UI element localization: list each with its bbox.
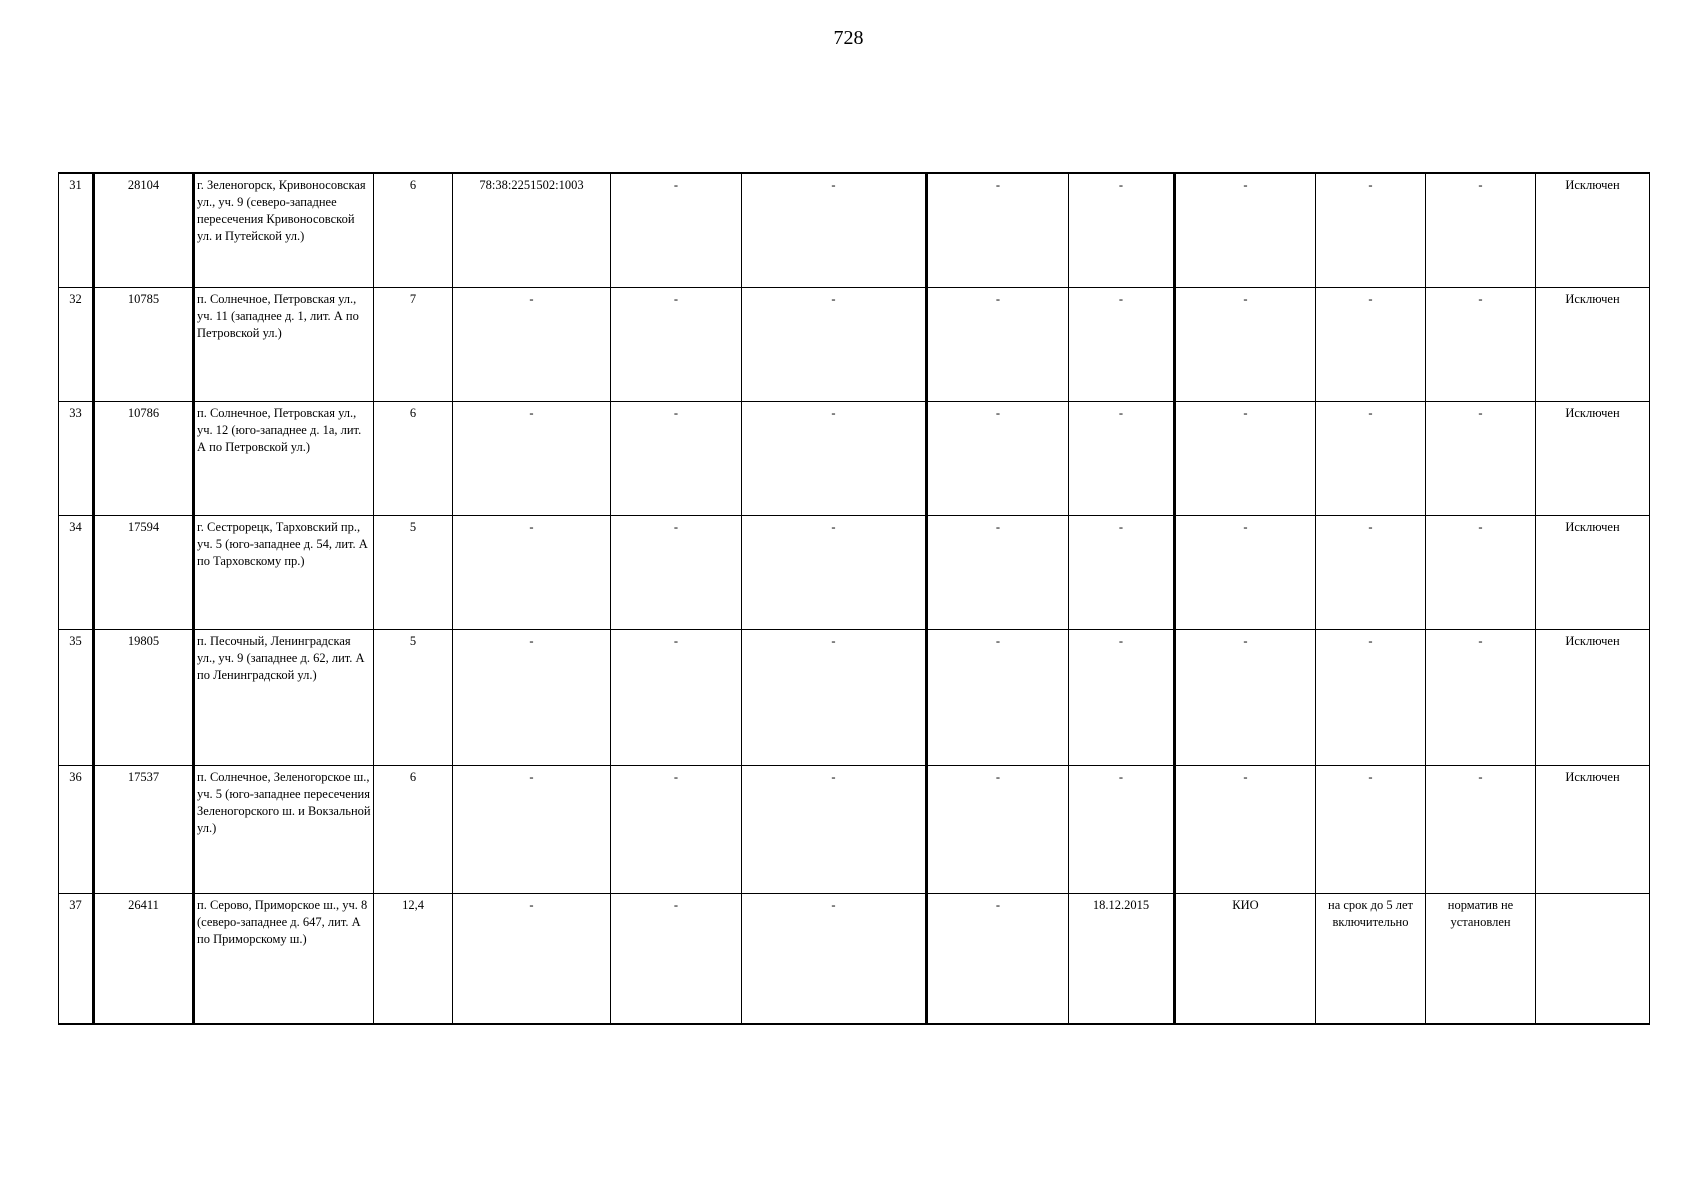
data-cell: - bbox=[742, 401, 927, 515]
data-cell: - bbox=[742, 515, 927, 629]
table-row bbox=[59, 893, 1650, 1024]
norm-cell: - bbox=[1426, 765, 1536, 893]
data-cell: - bbox=[742, 287, 927, 401]
norm-cell: норматив не установлен bbox=[1426, 893, 1536, 1024]
term-cell: - bbox=[1316, 287, 1426, 401]
cadastral-cell: - bbox=[453, 401, 611, 515]
registry-id: 10786 bbox=[94, 401, 194, 515]
data-cell: - bbox=[927, 765, 1069, 893]
area-cell: 6 bbox=[374, 765, 453, 893]
row-number: 35 bbox=[59, 629, 94, 765]
term-cell: - bbox=[1316, 765, 1426, 893]
cadastral-cell: 78:38:2251502:1003 bbox=[453, 173, 611, 287]
data-cell: - bbox=[927, 401, 1069, 515]
authority-cell: - bbox=[1175, 515, 1316, 629]
term-cell: - bbox=[1316, 401, 1426, 515]
registry-id: 17537 bbox=[94, 765, 194, 893]
address-cell: п. Солнечное, Петровская ул., уч. 12 (юго-западнее д. 1а, лит. А по Петровской ул.) bbox=[194, 401, 374, 515]
date-cell: - bbox=[1069, 173, 1175, 287]
area-cell: 6 bbox=[374, 401, 453, 515]
authority-cell: КИО bbox=[1175, 893, 1316, 1024]
area-cell: 12,4 bbox=[374, 893, 453, 1024]
data-cell: - bbox=[927, 893, 1069, 1024]
authority-cell: - bbox=[1175, 765, 1316, 893]
data-cell: - bbox=[611, 765, 742, 893]
date-cell: - bbox=[1069, 515, 1175, 629]
authority-cell: - bbox=[1175, 401, 1316, 515]
data-cell: - bbox=[927, 515, 1069, 629]
area-cell: 5 bbox=[374, 515, 453, 629]
data-cell: - bbox=[927, 629, 1069, 765]
registry-id: 10785 bbox=[94, 287, 194, 401]
table-row bbox=[59, 173, 1650, 287]
status-cell: Исключен bbox=[1536, 401, 1650, 515]
table-row bbox=[59, 401, 1650, 515]
data-cell: - bbox=[611, 401, 742, 515]
data-cell: - bbox=[927, 287, 1069, 401]
norm-cell: - bbox=[1426, 629, 1536, 765]
authority-cell: - bbox=[1175, 629, 1316, 765]
term-cell: на срок до 5 лет включительно bbox=[1316, 893, 1426, 1024]
registry-id: 17594 bbox=[94, 515, 194, 629]
address-cell: п. Серово, Приморское ш., уч. 8 (северо-западнее д. 647, лит. А по Приморскому ш.) bbox=[194, 893, 374, 1024]
status-cell: Исключен bbox=[1536, 287, 1650, 401]
row-number: 34 bbox=[59, 515, 94, 629]
term-cell: - bbox=[1316, 173, 1426, 287]
status-cell bbox=[1536, 893, 1650, 1024]
data-cell: - bbox=[927, 173, 1069, 287]
registry-table bbox=[58, 172, 1650, 1025]
status-cell: Исключен bbox=[1536, 629, 1650, 765]
cadastral-cell: - bbox=[453, 287, 611, 401]
address-cell: п. Солнечное, Зеленогорское ш., уч. 5 (юго-западнее пересечения Зеленогорского ш. и Вокзальной ул.) bbox=[194, 765, 374, 893]
registry-id: 19805 bbox=[94, 629, 194, 765]
status-cell: Исключен bbox=[1536, 515, 1650, 629]
data-cell: - bbox=[611, 173, 742, 287]
address-cell: п. Песочный, Ленинградская ул., уч. 9 (западнее д. 62, лит. А по Ленинградской ул.) bbox=[194, 629, 374, 765]
data-cell: - bbox=[742, 173, 927, 287]
table-row bbox=[59, 765, 1650, 893]
data-cell: - bbox=[611, 629, 742, 765]
data-cell: - bbox=[742, 629, 927, 765]
term-cell: - bbox=[1316, 629, 1426, 765]
cadastral-cell: - bbox=[453, 765, 611, 893]
table-row bbox=[59, 515, 1650, 629]
date-cell: - bbox=[1069, 287, 1175, 401]
row-number: 33 bbox=[59, 401, 94, 515]
row-number: 31 bbox=[59, 173, 94, 287]
date-cell: 18.12.2015 bbox=[1069, 893, 1175, 1024]
status-cell: Исключен bbox=[1536, 765, 1650, 893]
norm-cell: - bbox=[1426, 173, 1536, 287]
data-cell: - bbox=[742, 893, 927, 1024]
registry-id: 28104 bbox=[94, 173, 194, 287]
data-cell: - bbox=[611, 287, 742, 401]
data-cell: - bbox=[611, 515, 742, 629]
date-cell: - bbox=[1069, 629, 1175, 765]
area-cell: 7 bbox=[374, 287, 453, 401]
row-number: 37 bbox=[59, 893, 94, 1024]
norm-cell: - bbox=[1426, 515, 1536, 629]
area-cell: 5 bbox=[374, 629, 453, 765]
term-cell: - bbox=[1316, 515, 1426, 629]
address-cell: г. Зеленогорск, Кривоносовская ул., уч. 9 (северо-западнее пересечения Кривоносовской ул. и Путейской ул.) bbox=[194, 173, 374, 287]
norm-cell: - bbox=[1426, 401, 1536, 515]
registry-id: 26411 bbox=[94, 893, 194, 1024]
table-row bbox=[59, 629, 1650, 765]
authority-cell: - bbox=[1175, 287, 1316, 401]
row-number: 36 bbox=[59, 765, 94, 893]
cadastral-cell: - bbox=[453, 515, 611, 629]
area-cell: 6 bbox=[374, 173, 453, 287]
cadastral-cell: - bbox=[453, 629, 611, 765]
authority-cell: - bbox=[1175, 173, 1316, 287]
address-cell: п. Солнечное, Петровская ул., уч. 11 (западнее д. 1, лит. А по Петровской ул.) bbox=[194, 287, 374, 401]
page-number: 728 bbox=[833, 27, 864, 49]
data-cell: - bbox=[742, 765, 927, 893]
table-row bbox=[59, 287, 1650, 401]
row-number: 32 bbox=[59, 287, 94, 401]
status-cell: Исключен bbox=[1536, 173, 1650, 287]
date-cell: - bbox=[1069, 765, 1175, 893]
data-cell: - bbox=[611, 893, 742, 1024]
address-cell: г. Сестрорецк, Тарховский пр., уч. 5 (юго-западнее д. 54, лит. А по Тарховскому пр.) bbox=[194, 515, 374, 629]
norm-cell: - bbox=[1426, 287, 1536, 401]
date-cell: - bbox=[1069, 401, 1175, 515]
cadastral-cell: - bbox=[453, 893, 611, 1024]
